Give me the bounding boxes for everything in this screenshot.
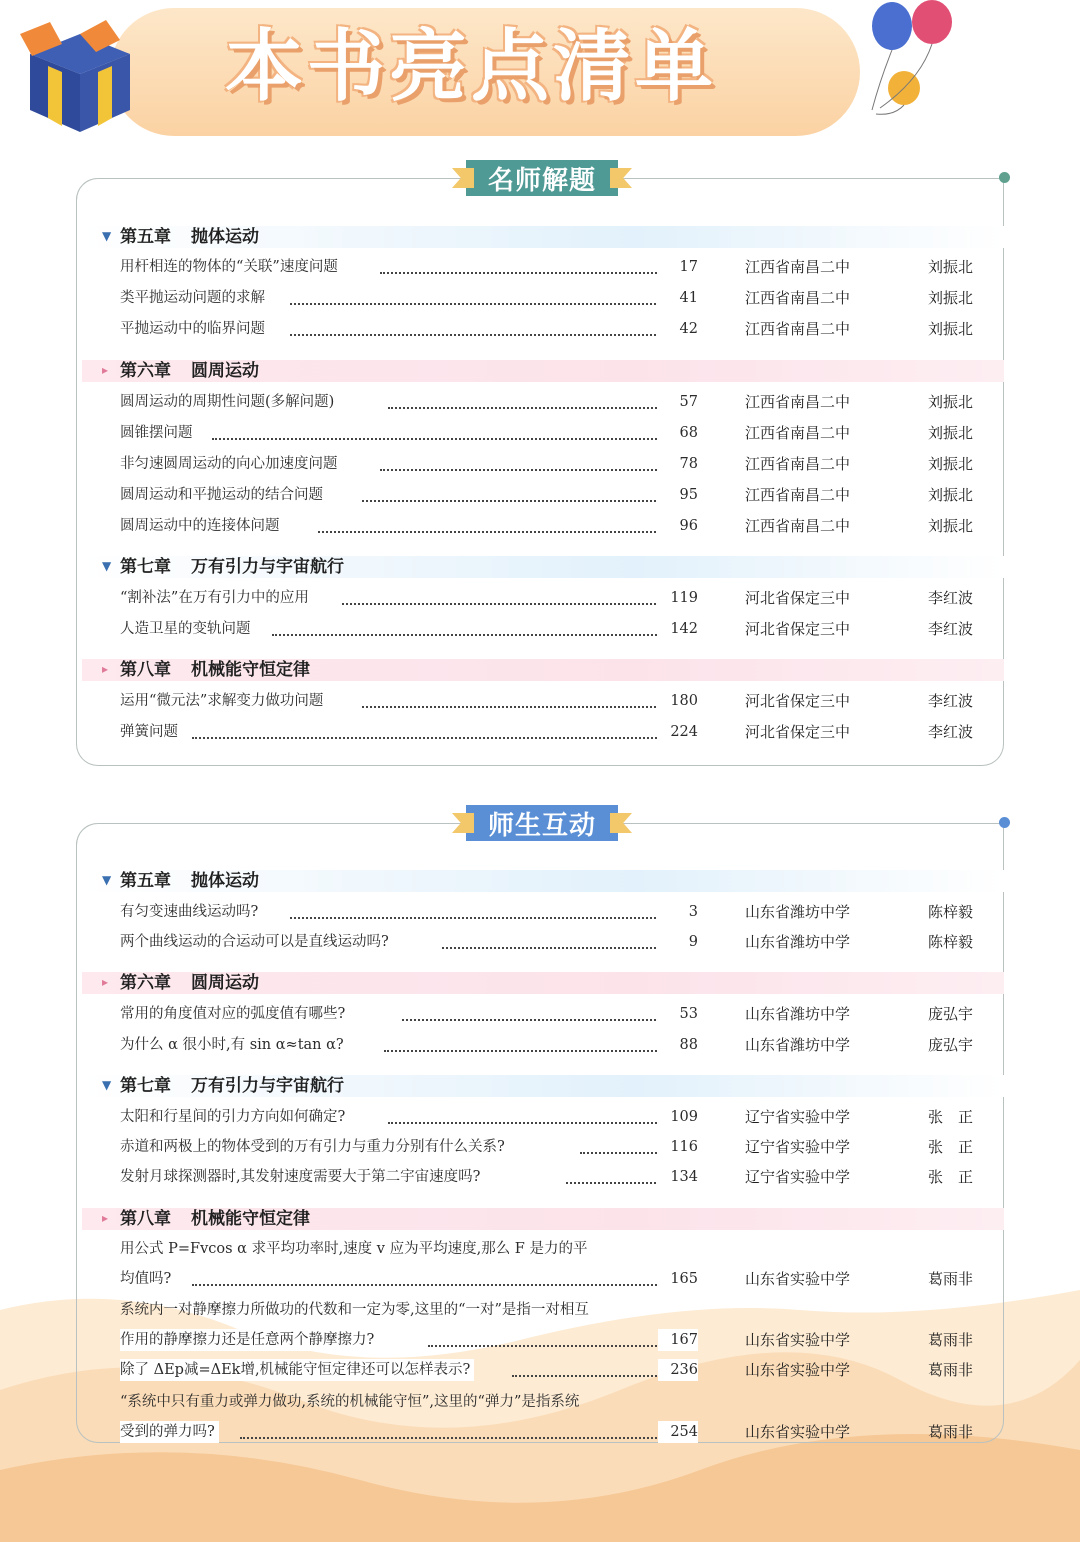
list-item[interactable]: 圆周运动的周期性问题(多解问题) 57 江西省南昌二中 刘振北 — [120, 391, 990, 413]
list-item[interactable]: 发射月球探测器时,其发射速度需要大于第二宇宙速度吗? 134 辽宁省实验中学 张 正 — [120, 1166, 990, 1188]
list-item[interactable]: 两个曲线运动的合运动可以是直线运动吗? 9 山东省潍坊中学 陈梓毅 — [120, 931, 990, 953]
list-item[interactable]: 圆锥摆问题 68 江西省南昌二中 刘振北 — [120, 422, 990, 444]
section-tag — [466, 160, 618, 196]
chapter-marker-icon: ▸ — [102, 1211, 109, 1225]
list-item[interactable]: 用杆相连的物体的“关联”速度问题 17 江西省南昌二中 刘振北 — [120, 256, 990, 278]
chapter-title: 第七章 万有引力与宇宙航行 — [120, 1076, 344, 1096]
chapter-title: 第五章 抛体运动 — [120, 227, 259, 247]
chapter-heading — [76, 1075, 1004, 1099]
chapter-title: 第六章 圆周运动 — [120, 973, 259, 993]
chapter-marker-icon: ▼ — [102, 559, 112, 573]
list-item[interactable]: 除了 ΔEp减=ΔEk增,机械能守恒定律还可以怎样表示? 236 山东省实验中学 葛雨非 — [120, 1359, 990, 1381]
chapter-heading — [76, 972, 1004, 996]
chapter-title: 第五章 抛体运动 — [120, 871, 259, 891]
section-tag — [466, 805, 618, 841]
chapter-heading — [76, 870, 1004, 894]
chapter-title: 第六章 圆周运动 — [120, 361, 259, 381]
list-item[interactable]: 作用的静摩擦力还是任意两个静摩擦力? 167 山东省实验中学 葛雨非 — [120, 1329, 990, 1351]
balloons-icon — [850, 0, 970, 130]
chapter-heading — [76, 226, 1004, 250]
list-item[interactable]: “割补法”在万有引力中的应用 119 河北省保定三中 李红波 — [120, 587, 990, 609]
chapter-heading — [76, 556, 1004, 580]
list-item[interactable]: 弹簧问题 224 河北省保定三中 李红波 — [120, 721, 990, 743]
page-title: 本书亮点清单 — [225, 22, 718, 112]
list-item[interactable]: 均值吗? 165 山东省实验中学 葛雨非 — [120, 1268, 990, 1290]
chapter-title: 第七章 万有引力与宇宙航行 — [120, 557, 344, 577]
list-item[interactable]: 类平抛运动问题的求解 41 江西省南昌二中 刘振北 — [120, 287, 990, 309]
gift-box-icon — [10, 14, 150, 134]
frame-end-dot — [999, 817, 1010, 828]
chapter-marker-icon: ▼ — [102, 1078, 112, 1092]
chapter-marker-icon: ▸ — [102, 363, 109, 377]
section-mingshi-jieti — [76, 165, 1004, 766]
list-item-lead-line: 用公式 P=Fvcos α 求平均功率时,速度 v 应为平均速度,那么 F 是力的平 — [120, 1241, 588, 1257]
chapter-heading — [76, 1208, 1004, 1232]
list-item[interactable]: 人造卫星的变轨问题 142 河北省保定三中 李红波 — [120, 618, 990, 640]
chapter-marker-icon: ▸ — [102, 662, 109, 676]
chapter-title: 第八章 机械能守恒定律 — [120, 1209, 310, 1229]
list-item[interactable]: 圆周运动中的连接体问题 96 江西省南昌二中 刘振北 — [120, 515, 990, 537]
list-item[interactable]: 为什么 α 很小时,有 sin α≈tan α? 88 山东省潍坊中学 庞弘宇 — [120, 1034, 990, 1056]
chapter-marker-icon: ▼ — [102, 873, 112, 887]
section-shisheng-hudong — [76, 810, 1004, 1443]
list-item[interactable]: 运用“微元法”求解变力做功问题 180 河北省保定三中 李红波 — [120, 690, 990, 712]
list-item[interactable]: 圆周运动和平抛运动的结合问题 95 江西省南昌二中 刘振北 — [120, 484, 990, 506]
chapter-marker-icon: ▼ — [102, 229, 112, 243]
section-tag-label: 名师解题 — [487, 165, 596, 196]
list-item[interactable]: 非匀速圆周运动的向心加速度问题 78 江西省南昌二中 刘振北 — [120, 453, 990, 475]
chapter-title: 第八章 机械能守恒定律 — [120, 660, 310, 680]
list-item[interactable]: 有匀变速曲线运动吗? 3 山东省潍坊中学 陈梓毅 — [120, 901, 990, 923]
list-item-lead-line: 系统内一对静摩擦力所做功的代数和一定为零,这里的“一对”是指一对相互 — [120, 1302, 589, 1318]
chapter-heading — [76, 360, 1004, 384]
list-item[interactable]: 常用的角度值对应的弧度值有哪些? 53 山东省潍坊中学 庞弘宇 — [120, 1003, 990, 1025]
list-item[interactable]: 受到的弹力吗? 254 山东省实验中学 葛雨非 — [120, 1421, 990, 1443]
chapter-marker-icon: ▸ — [102, 975, 109, 989]
chapter-heading — [76, 659, 1004, 683]
list-item-lead-line: “系统中只有重力或弹力做功,系统的机械能守恒”,这里的“弹力”是指系统 — [120, 1394, 580, 1410]
list-item[interactable]: 太阳和行星间的引力方向如何确定? 109 辽宁省实验中学 张 正 — [120, 1106, 990, 1128]
list-item[interactable]: 平抛运动中的临界问题 42 江西省南昌二中 刘振北 — [120, 318, 990, 340]
frame-end-dot — [999, 172, 1010, 183]
section-tag-label: 师生互动 — [487, 810, 596, 841]
list-item[interactable]: 赤道和两极上的物体受到的万有引力与重力分别有什么关系? 116 辽宁省实验中学 张 正 — [120, 1136, 990, 1158]
